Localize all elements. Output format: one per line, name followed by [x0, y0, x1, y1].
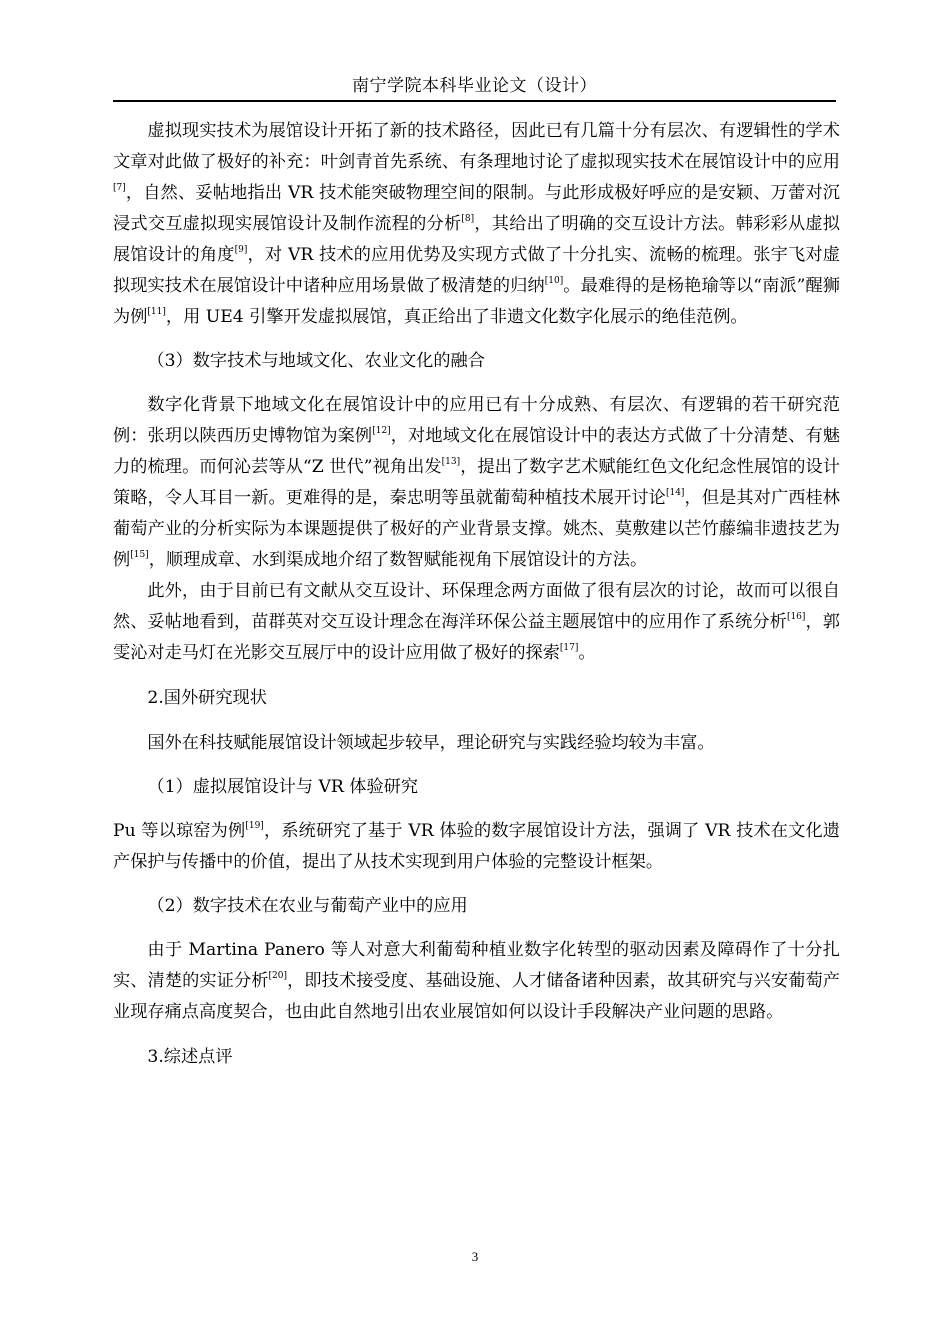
text-run: ，自然、妥帖地指出 VR 技术能突破物理空间的限制。与此形成极好呼应的是安颖、万蕾对沉浸式交互虚拟现实展馆设计及制作流程的分析	[113, 183, 840, 234]
citation: [16]	[786, 612, 806, 622]
text-run: ，顺理成章、水到渠成地介绍了数智赋能视角下展馆设计的方法。	[148, 550, 648, 570]
paragraph-vr-foreign	[113, 816, 840, 878]
citation: [15]	[130, 550, 149, 560]
section-heading-foreign-research: 2.国外研究现状	[147, 688, 267, 708]
text-run: ，郭雯沁对走马灯在光影交互展厅中的设计应用做了极好的探索	[113, 612, 840, 663]
citation: [17]	[559, 643, 579, 653]
text-run: ，对 VR 技术的应用优势及实现方式做了十分扎实、流畅的梳理。张宇飞对虚拟现实技术在展馆设计中诸种应用场景做了极清楚的归纳	[113, 245, 840, 296]
citation: [19]	[245, 821, 264, 831]
section-heading-review: 3.综述点评	[147, 1047, 233, 1067]
page-number: 3	[471, 1249, 479, 1264]
citation: [7]	[113, 183, 126, 193]
text-run: ，系统研究了基于 VR 体验的数字展馆设计方法，强调了 VR 技术在文化遗产保护与传播中的价值，提出了从技术实现到用户体验的完整设计框架。	[113, 821, 840, 872]
citation: [20]	[268, 971, 288, 981]
text-run: 此外，由于目前已有文献从交互设计、环保理念两方面做了很有层次的讨论，故而可以很自然、妥帖地看到，苗群英对交互设计理念在海洋环保公益主题展馆中的应用作了系统分析	[113, 581, 840, 632]
paragraph-interaction-design	[113, 576, 840, 669]
text-run: ，用 UE4 引擎开发虚拟展馆，真正给出了非遗文化数字化展示的绝佳范例。	[165, 307, 748, 327]
subheading-agriculture-grape: （2）数字技术在农业与葡萄产业中的应用	[147, 896, 468, 916]
text-run: Pu 等以琼窑为例	[113, 821, 246, 841]
text-run: ，但是其对广西桂林葡萄产业的分析实际为本课题提供了极好的产业背景支撑。姚杰、莫敷建以芒竹藤编非遗技艺为例	[113, 488, 840, 570]
text-run: ，其给出了明确的交互设计方法。韩彩彩从虚拟展馆设计的角度	[113, 214, 840, 265]
citation: [8]	[461, 214, 475, 224]
citation: [12]	[372, 426, 391, 436]
subheading-regional-culture: （3）数字技术与地域文化、农业文化的融合	[147, 351, 485, 371]
text-run: 。	[578, 643, 596, 663]
citation: [14]	[665, 488, 685, 498]
running-header: 南宁学院本科毕业论文（设计）	[113, 72, 836, 102]
text-run: ，对地域文化在展馆设计中的表达方式做了十分清楚、有魅力的梳理。而何沁芸等从“Z 世代”视角出发	[113, 426, 840, 477]
body-text	[113, 116, 840, 1073]
citation: [13]	[441, 457, 461, 467]
text-run: ，提出了数字艺术赋能红色文化纪念性展馆的设计策略，令人耳目一新。更难得的是，秦忠明等虽就葡萄种植技术展开讨论	[113, 457, 840, 508]
citation: [10]	[544, 276, 564, 286]
paragraph-foreign-overview: 国外在科技赋能展馆设计领域起步较早，理论研究与实践经验均较为丰富。	[147, 733, 715, 753]
text-run: 数字化背景下地域文化在展馆设计中的应用已有十分成熟、有层次、有逻辑的若干研究范例：张玥以陕西历史博物馆为案例	[113, 395, 840, 446]
citation: [11]	[147, 307, 166, 317]
text-run: 由于 Martina Panero 等人对意大利葡萄种植业数字化转型的驱动因素及障碍作了十分扎实、清楚的实证分析	[113, 940, 840, 991]
paragraph-agriculture-foreign	[113, 935, 840, 1028]
text-run: 虚拟现实技术为展馆设计开拓了新的技术路径，因此已有几篇十分有层次、有逻辑性的学术文章对此做了极好的补充：叶剑青首先系统、有条理地讨论了虚拟现实技术在展馆设计中的应用	[113, 121, 840, 172]
citation: [9]	[234, 245, 248, 255]
text-run: ，即技术接受度、基础设施、人才储备诸种因素，故其研究与兴安葡萄产业现存痛点高度契合，也由此自然地引出农业展馆如何以设计手段解决产业问题的思路。	[113, 971, 840, 1022]
paragraph-regional-culture	[113, 390, 840, 576]
paragraph-vr-literature	[113, 116, 840, 333]
text-run: 。最难得的是杨艳瑜等以“南派”醒狮为例	[113, 276, 840, 327]
subheading-vr-experience: （1）虚拟展馆设计与 VR 体验研究	[147, 777, 419, 797]
